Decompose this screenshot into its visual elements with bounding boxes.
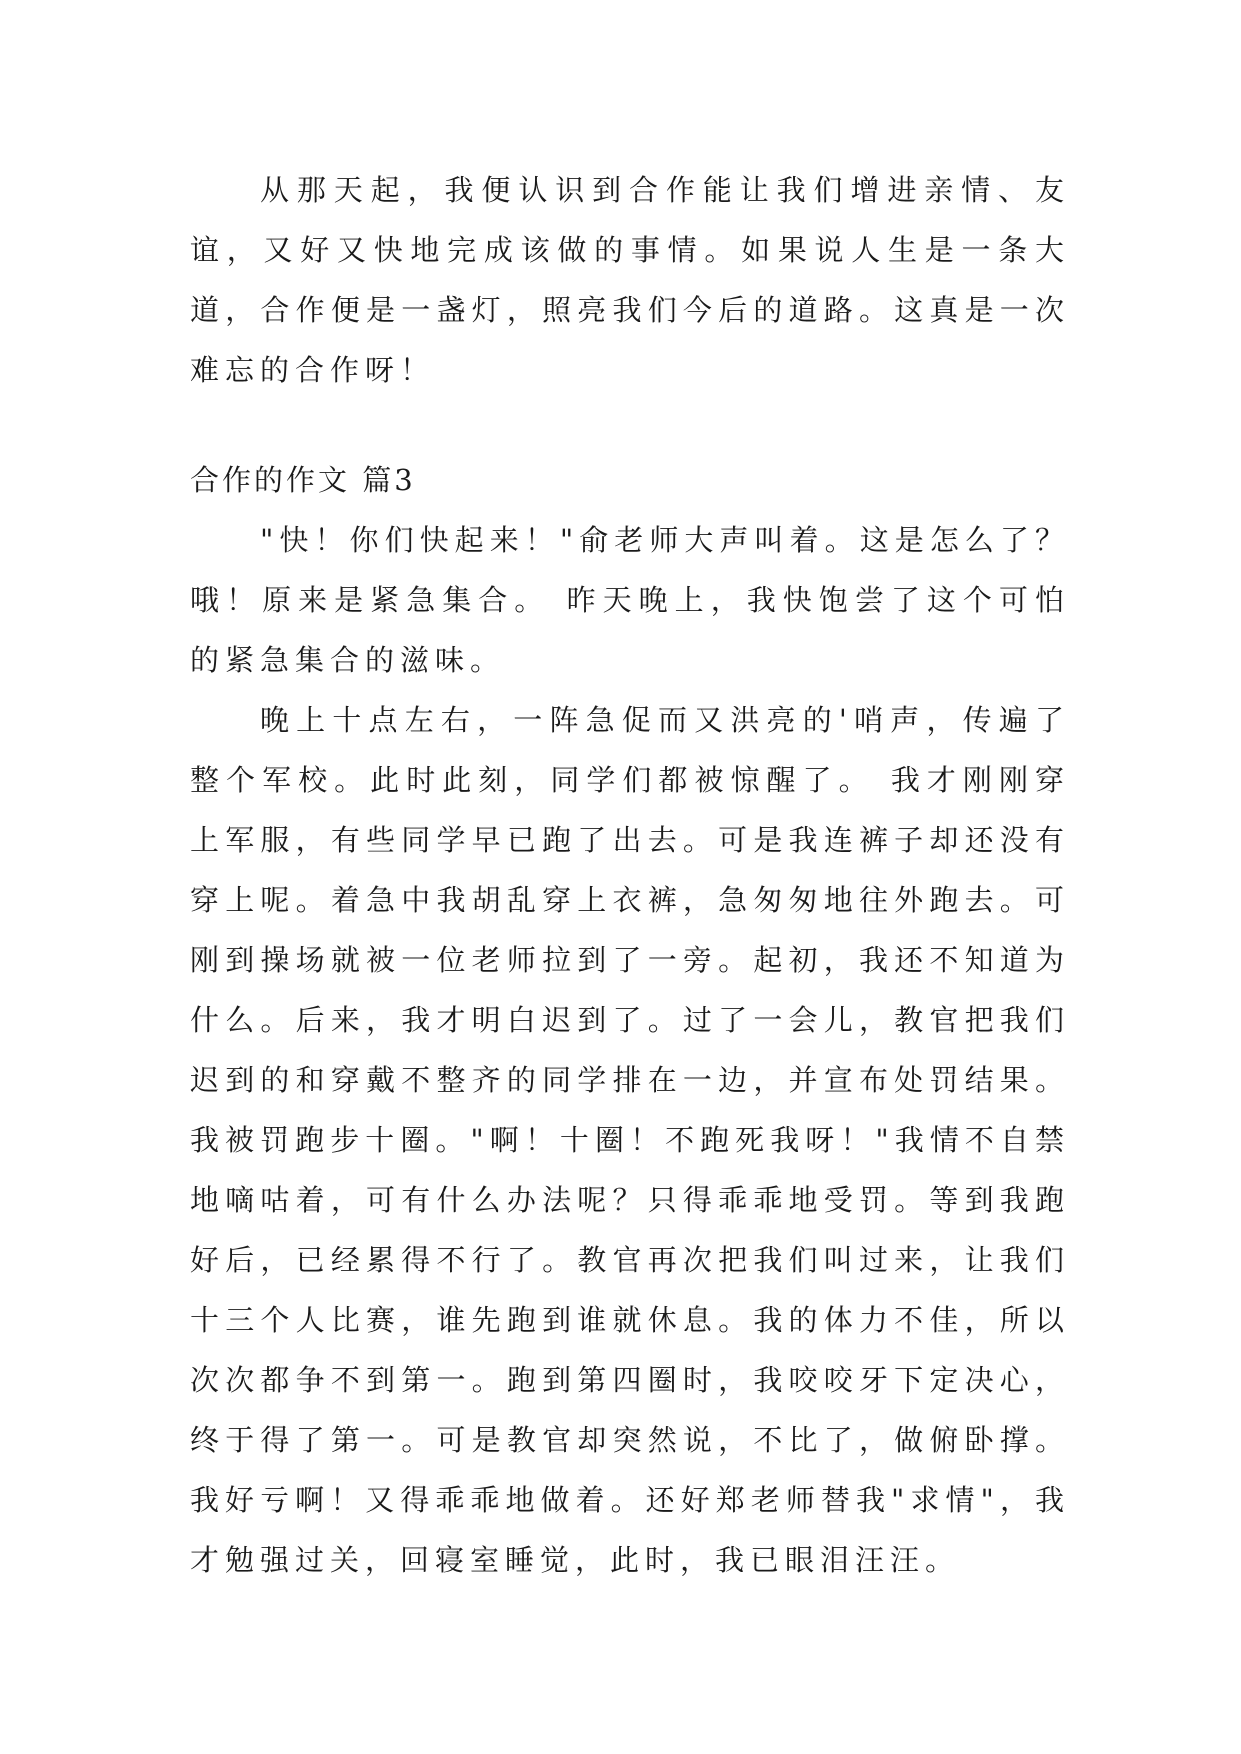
paragraph: 晚上十点左右，一阵急促而又洪亮的'哨声，传遍了整个军校。此时此刻，同学们都被惊醒了。 我才刚刚穿上军服，有些同学早已跑了出去。可是我连裤子却还没有穿上呢。着急中我胡乱穿上衣裤，急匆匆地往外跑去。可刚到操场就被一位老师拉到了一旁。起初，我还不知道为什么。后来，我才明白迟到了。过了一会儿，教官把我们迟到的和穿戴不整齐的同学排在一边，并宣布处罚结果。我被罚跑步十圈。"啊！十圈！不跑死我呀！"我情不自禁地嘀咕着，可有什么办法呢？只得乖乖地受罚。等到我跑好后，已经累得不行了。教官再次把我们叫过来，让我们十三个人比赛，谁先跑到谁就休息。我的体力不佳，所以次次都争不到第一。跑到第四圈时，我咬咬牙下定决心，终于得了第一。可是教官却突然说，不比了，做俯卧撑。我好亏啊！又得乖乖地做着。还好郑老师替我"求情"，我才勉强过关，回寝室睡觉，此时，我已眼泪汪汪。 [190,703,1070,1577]
essay-body [190,510,1070,1590]
section-title: 合作的作文 篇3 [190,463,416,497]
previous-essay-ending [190,160,1070,400]
paragraph: "快！你们快起来！"俞老师大声叫着。这是怎么了？哦！原来是紧急集合。 昨天晚上，我快饱尝了这个可怕的紧急集合的滋味。 [190,523,1070,677]
paragraph: 从那天起，我便认识到合作能让我们增进亲情、友谊，又好又快地完成该做的事情。如果说人生是一条大道，合作便是一盏灯，照亮我们今后的道路。这真是一次难忘的合作呀！ [190,173,1070,387]
